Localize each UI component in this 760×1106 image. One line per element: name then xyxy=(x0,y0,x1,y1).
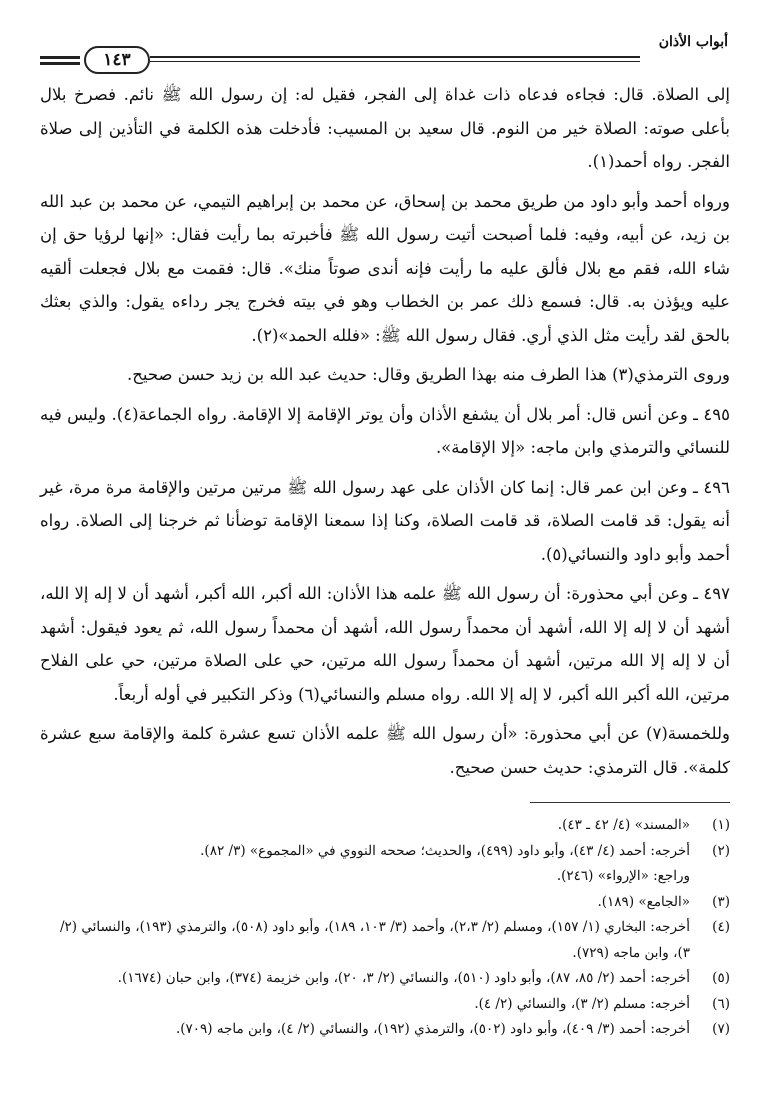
footnote-number: (٢) xyxy=(712,842,730,859)
footnote-text: أخرجه: أحمد (٢/ ٨٥، ٨٧)، وأبو داود (٥١٠)، والنسائي (٢/ ٣، ٢٠)، وابن خزيمة (٣٧٤)، وابن حبان (١٦٧٤). xyxy=(117,970,690,986)
paragraph: وروى الترمذي(٣) هذا الطرف منه بهذا الطريق وقال: حديث عبد الله بن زيد حسن صحيح. xyxy=(127,365,730,384)
footnote-number: (٧) xyxy=(712,1021,730,1037)
footnote-number: (٣) xyxy=(712,893,730,910)
page-number: ١٤٣ xyxy=(84,46,150,74)
footnote-text: وراجع: «الإرواء» (٢٤٦). xyxy=(556,868,690,884)
footnote xyxy=(40,890,730,916)
footnote-text: «الجامع» (١٨٩). xyxy=(597,893,690,910)
hadith-496: ٤٩٦ ـ وعن ابن عمر قال: إنما كان الأذان على عهد رسول الله ﷺ مرتين مرتين والإقامة مرة مرة، غير أنه يقول: قد قامت الصلاة، قد قامت الصلاة، وكنا إذا سمعنا الإقامة توضأنا ثم خرجنا إلى الصلاة. رواه أحمد وأبو داود والنسائي(٥). xyxy=(40,477,731,564)
footnote-text: أخرجه: أحمد (٣/ ٤٠٩)، وأبو داود (٥٠٢)، والترمذي (١٩٢)، والنسائي (٢/ ٤)، وابن ماجه (٧٠٩). xyxy=(175,1021,690,1037)
header-rule-left xyxy=(40,56,80,59)
page-header xyxy=(40,30,730,70)
footnote xyxy=(40,1017,730,1043)
footnote xyxy=(40,839,730,865)
header-rule-thin xyxy=(150,61,640,62)
footnote-separator xyxy=(530,802,730,803)
footnote-number: (٤) xyxy=(712,919,730,935)
footnote xyxy=(40,992,730,1018)
footnotes xyxy=(40,813,730,1043)
main-text xyxy=(40,78,730,784)
paragraph: إلى الصلاة. قال: فجاءه فدعاه ذات غداة إلى الفجر، فقيل له: إن رسول الله ﷺ نائم. فصرخ بلال بأعلى صوته: الصلاة خير من النوم. قال سعيد بن المسيب: فأدخلت هذه الكلمة في التأذين إلى صلاة الفجر. رواه أحمد(١). xyxy=(40,85,730,171)
footnote-number: (١) xyxy=(712,817,730,833)
footnote-number: (٥) xyxy=(712,970,730,986)
running-title: أبواب الأذان xyxy=(658,34,728,50)
footnote-text: أخرجه: البخاري (١/ ١٥٧)، ومسلم (٢/ ٢،٣)، وأحمد (٣/ ١٠٣، ١٨٩)، وأبو داود (٥٠٨)، والترمذي (١٩٣)، والنسائي (٢/ ٣)، وابن ماجه (٧٢٩). xyxy=(59,919,690,961)
footnote-number: (٦) xyxy=(712,995,730,1012)
footnote-text: «المسند» (٤/ ٤٢ ـ ٤٣). xyxy=(557,817,690,833)
footnote xyxy=(40,915,730,966)
footnote xyxy=(40,966,730,992)
footnote xyxy=(40,813,730,839)
hadith-495: ٤٩٥ ـ وعن أنس قال: أمر بلال أن يشفع الأذان وأن يوتر الإقامة إلا الإقامة. رواه الجماعة(٤). وليس فيه للنسائي والترمذي وابن ماجه: «إلا الإقامة». xyxy=(40,404,731,457)
paragraph: ورواه أحمد وأبو داود من طريق محمد بن إسحاق، عن محمد بن إبراهيم التيمي، عن محمد بن عبد الله بن زيد، عن أبيه، وفيه: فلما أصبحت أتيت رسول الله ﷺ فأخبرته بما رأيت فقال: «إنها لرؤيا حق إن شاء الله، فقم مع بلال فألق عليه ما رأيت فإنه أندى صوتاً منك». قال: فقمت مع بلال فجعلت ألقيه عليه ويؤذن به. قال: فسمع ذلك عمر بن الخطاب وهو في بيته فخرج يجر رداءه يقول: والذي بعثك بالحق لقد رأيت مثل الذي أري. فقال رسول الله ﷺ: «فلله الحمد»(٢). xyxy=(40,191,730,345)
footnote-text: أخرجه: مسلم (٢/ ٣)، والنسائي (٢/ ٤). xyxy=(474,995,690,1012)
footnote xyxy=(40,864,730,890)
footnote-number xyxy=(690,864,730,890)
hadith-497: ٤٩٧ ـ وعن أبي محذورة: أن رسول الله ﷺ علمه هذا الأذان: الله أكبر، الله أكبر، أشهد أن لا إله إلا الله، أشهد أن لا إله إلا الله، أشهد أن محمداً رسول الله، أشهد أن محمداً رسول الله، ثم يعود فيقول: أشهد أن لا إله إلا الله مرتين، أشهد أن محمداً رسول الله مرتين، حي على الصلاة مرتين، حي على الفلاح مرتين، الله أكبر الله أكبر، لا إله إلا الله. رواه مسلم والنسائي(٦) وذكر التكبير في أوله أربعاً. xyxy=(40,584,730,704)
book-page xyxy=(40,30,730,1090)
footnote-text: أخرجه: أحمد (٤/ ٤٣)، وأبو داود (٤٩٩)، والحديث؛ صححه النووي في «المجموع» (٣/ ٨٢). xyxy=(200,842,690,859)
header-rule-left-2 xyxy=(40,62,80,65)
paragraph: وللخمسة(٧) عن أبي محذورة: «أن رسول الله ﷺ علمه الأذان تسع عشرة كلمة والإقامة سبع عشرة كلمة». قال الترمذي: حديث حسن صحيح. xyxy=(40,724,730,777)
header-rule xyxy=(150,56,640,58)
